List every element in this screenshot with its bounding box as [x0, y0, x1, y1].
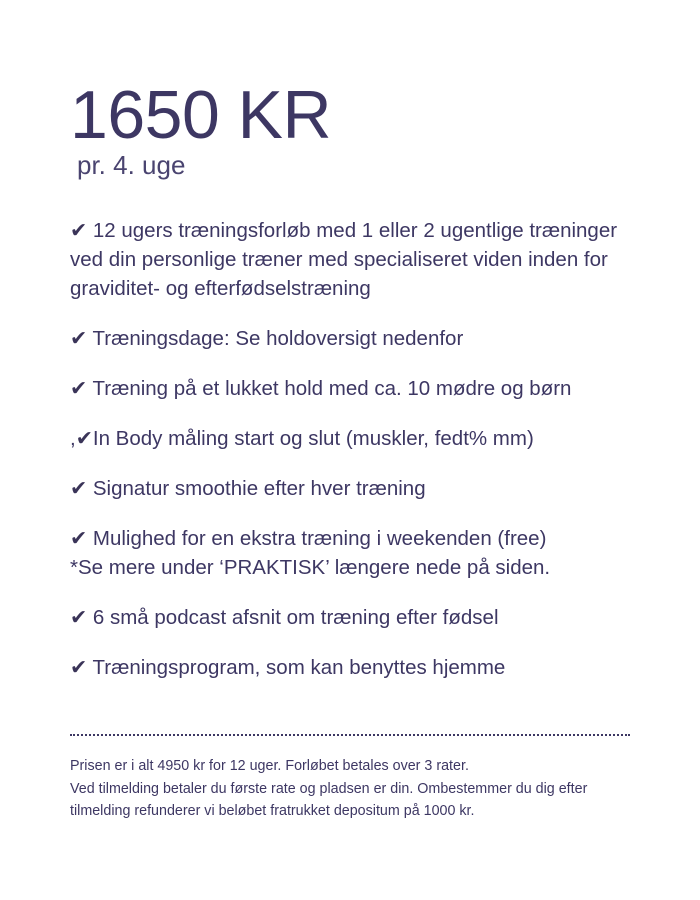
feature-list — [70, 216, 630, 682]
feature-item — [70, 524, 630, 582]
check-icon: ✔ — [70, 377, 88, 400]
feature-item — [70, 324, 630, 353]
price-heading: 1650 KR — [70, 77, 332, 153]
feature-text: Mulighed for en ekstra træning i weekenden (free) — [87, 527, 547, 550]
check-icon: ✔ — [70, 477, 88, 500]
feature-text: Træningsprogram, som kan benyttes hjemme — [87, 656, 506, 679]
pricing-card — [70, 0, 630, 823]
feature-item — [70, 424, 630, 453]
feature-item — [70, 374, 630, 403]
feature-item — [70, 653, 630, 682]
feature-text: In Body måling start og slut (muskler, fedt% mm) — [92, 427, 534, 450]
check-icon: ✔ — [70, 606, 88, 629]
dotted-divider — [70, 734, 630, 736]
feature-note: *Se mere under ‘PRAKTISK’ længere nede på siden. — [70, 556, 551, 579]
feature-text: 12 ugers træningsforløb med 1 eller 2 ugentlige træninger ved din personlige træner med specialiseret viden inden for graviditet- og efterfødselstræning — [70, 219, 618, 300]
feature-text: Træning på et lukket hold med ca. 10 mødre og børn — [87, 377, 572, 400]
feature-item — [70, 216, 630, 303]
price-period: pr. 4. uge — [77, 150, 186, 180]
feature-text: Træningsdage: Se holdoversigt nedenfor — [87, 327, 464, 350]
check-icon: ✔ — [70, 527, 88, 550]
footnote-line-1: Prisen er i alt 4950 kr for 12 uger. Forløbet betales over 3 rater. — [70, 758, 469, 774]
feature-item — [70, 603, 630, 632]
check-icon: ✔ — [75, 427, 93, 450]
footnote-line-2: Ved tilmelding betaler du første rate og pladsen er din. Ombestemmer du dig efter tilmelding refunderer vi beløbet fratrukket depositum på 1000 kr. — [70, 780, 588, 819]
check-icon: ✔ — [70, 327, 88, 350]
feature-text: 6 små podcast afsnit om træning efter fødsel — [87, 606, 499, 629]
check-icon: ✔ — [70, 656, 88, 679]
check-icon: ✔ — [70, 219, 88, 242]
feature-item — [70, 474, 630, 503]
feature-prefix: , — [70, 427, 76, 450]
feature-text: Signatur smoothie efter hver træning — [87, 477, 426, 500]
price-footnote — [70, 755, 630, 823]
